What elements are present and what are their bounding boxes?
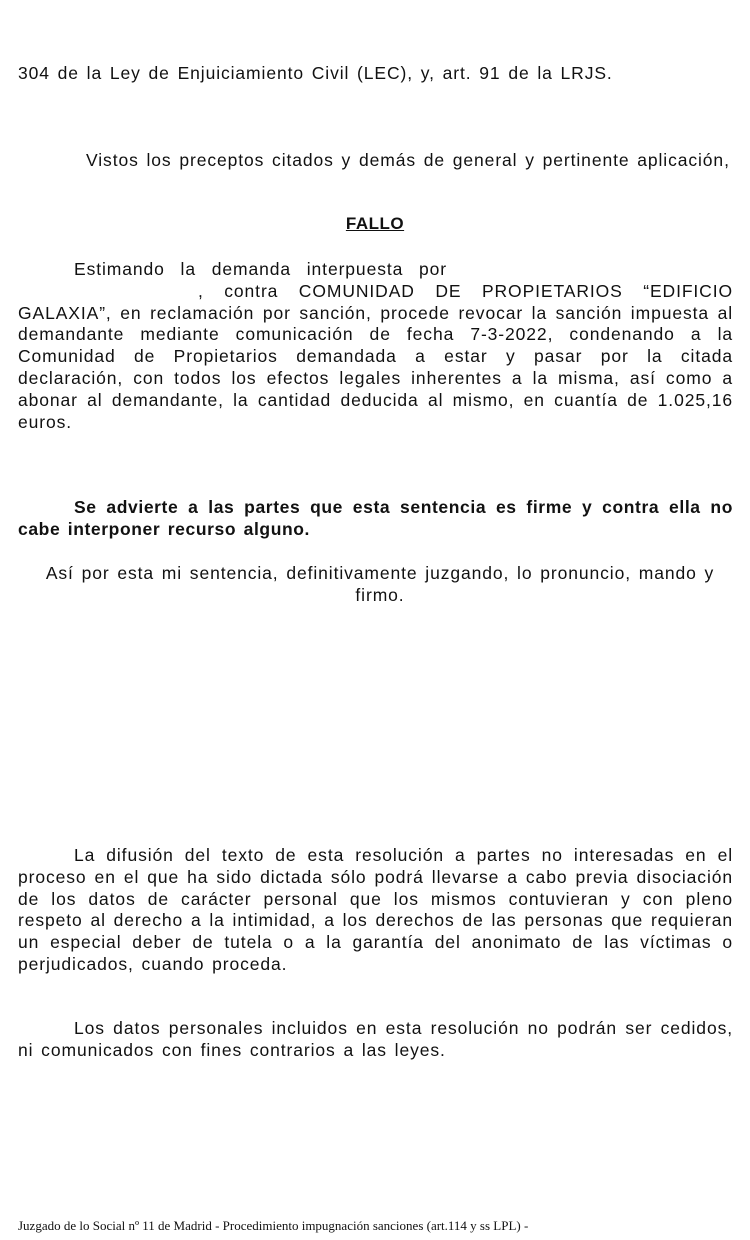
paragraph-ley-reference: 304 de la Ley de Enjuiciamiento Civil (LEC), y, art. 91 de la LRJS. [18, 63, 613, 83]
paragraph-difusion: La difusión del texto de esta resolución a partes no interesadas en el proceso en el que ha sido dictada sólo podrá llevarse a cabo previa disociación de los datos de carácter personal que los mismos contuvieran y con pleno respeto al derecho a la intimidad, a los derechos de las personas que requieran un especial deber de tutela o a la garantía del anonimato de las víctimas o perjudicados, cuando proceda. [18, 845, 733, 974]
paragraph-estimando [18, 259, 733, 433]
paragraph-asi: Así por esta mi sentencia, definitivamente juzgando, lo pronuncio, mando y firmo. [45, 563, 715, 605]
paragraph-datos-personales: Los datos personales incluidos en esta resolución no podrán ser cedidos, ni comunicados con fines contrarios a las leyes. [18, 1018, 733, 1060]
paragraph-vistos: Vistos los preceptos citados y demás de general y pertinente aplicación, [86, 150, 730, 170]
paragraph-advierte: Se advierte a las partes que esta sentencia es firme y contra ella no cabe interponer recurso alguno. [18, 497, 733, 539]
fallo-heading: FALLO [345, 214, 405, 233]
estimando-body: , contra COMUNIDAD DE PROPIETARIOS “EDIFICIO GALAXIA”, en reclamación por sanción, procede revocar la sanción impuesta al demandante mediante comunicación de fecha 7-3-2022, condenando a la Comunidad de Propietarios demandada a estar y pasar por la citada declaración, con todos los efectos legales inherentes a la misma, así como a abonar al demandante, la cantidad deducida al mismo, en cuantía de 1.025,16 euros. [18, 280, 733, 432]
estimando-lead: Estimando la demanda interpuesta por [74, 259, 448, 279]
page-footer: Juzgado de lo Social nº 11 de Madrid - Procedimiento impugnación sanciones (art.114 y ss LPL) - [18, 1218, 529, 1233]
